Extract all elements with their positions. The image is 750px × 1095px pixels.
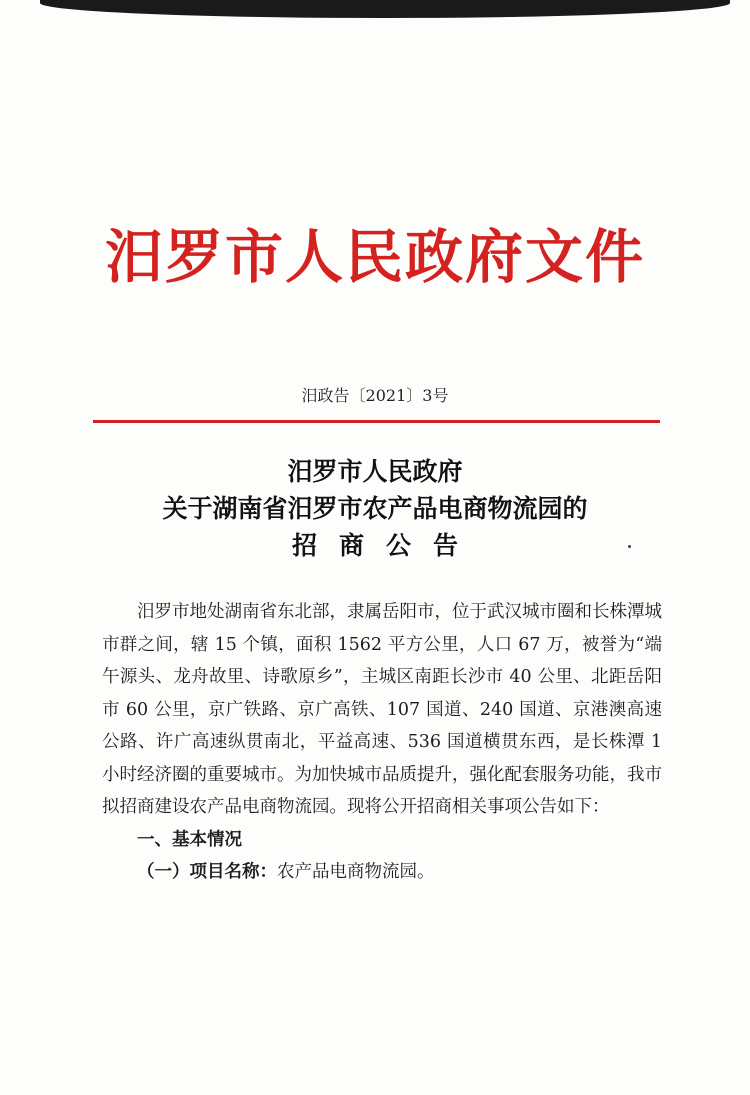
- project-name-line: [102, 856, 662, 889]
- intro-paragraph: 汨罗市地处湖南省东北部，隶属岳阳市，位于武汉城市圈和长株潭城市群之间，辖 15 个镇，面积 1562 平方公里，人口 67 万，被誉为“端午源头、龙舟故里、诗歌原乡”，主城区南距长沙市 40 公里、北距岳阳市 60 公里，京广铁路、京广高铁、107 国道、240 国道、京港澳高速公路、许广高速纵贯南北，平益高速、536 国道横贯东西，是长株潭 1 小时经济圈的重要城市。为加快城市品质提升，强化配套服务功能，我市拟招商建设农产品电商物流园。现将公开招商相关事项公告如下：: [102, 602, 662, 817]
- notice-title-line-1: 汨罗市人民政府: [287, 457, 463, 486]
- project-name-value: 农产品电商物流园。: [277, 862, 435, 882]
- scan-speck: [628, 545, 631, 548]
- scan-top-edge: [40, 0, 730, 18]
- notice-title-line-2: 关于湖南省汨罗市农产品电商物流园的: [162, 494, 588, 523]
- document-number: 汨政告〔2021〕3号: [301, 386, 449, 405]
- notice-title-line-3: 招商公告: [291, 531, 480, 560]
- red-divider-line: [93, 420, 660, 423]
- document-header-title: 汨罗市人民政府文件: [104, 223, 645, 291]
- project-name-label: （一）项目名称：: [137, 862, 277, 882]
- section-heading-basic-info: 一、基本情况: [137, 829, 242, 850]
- document-body: [102, 596, 662, 889]
